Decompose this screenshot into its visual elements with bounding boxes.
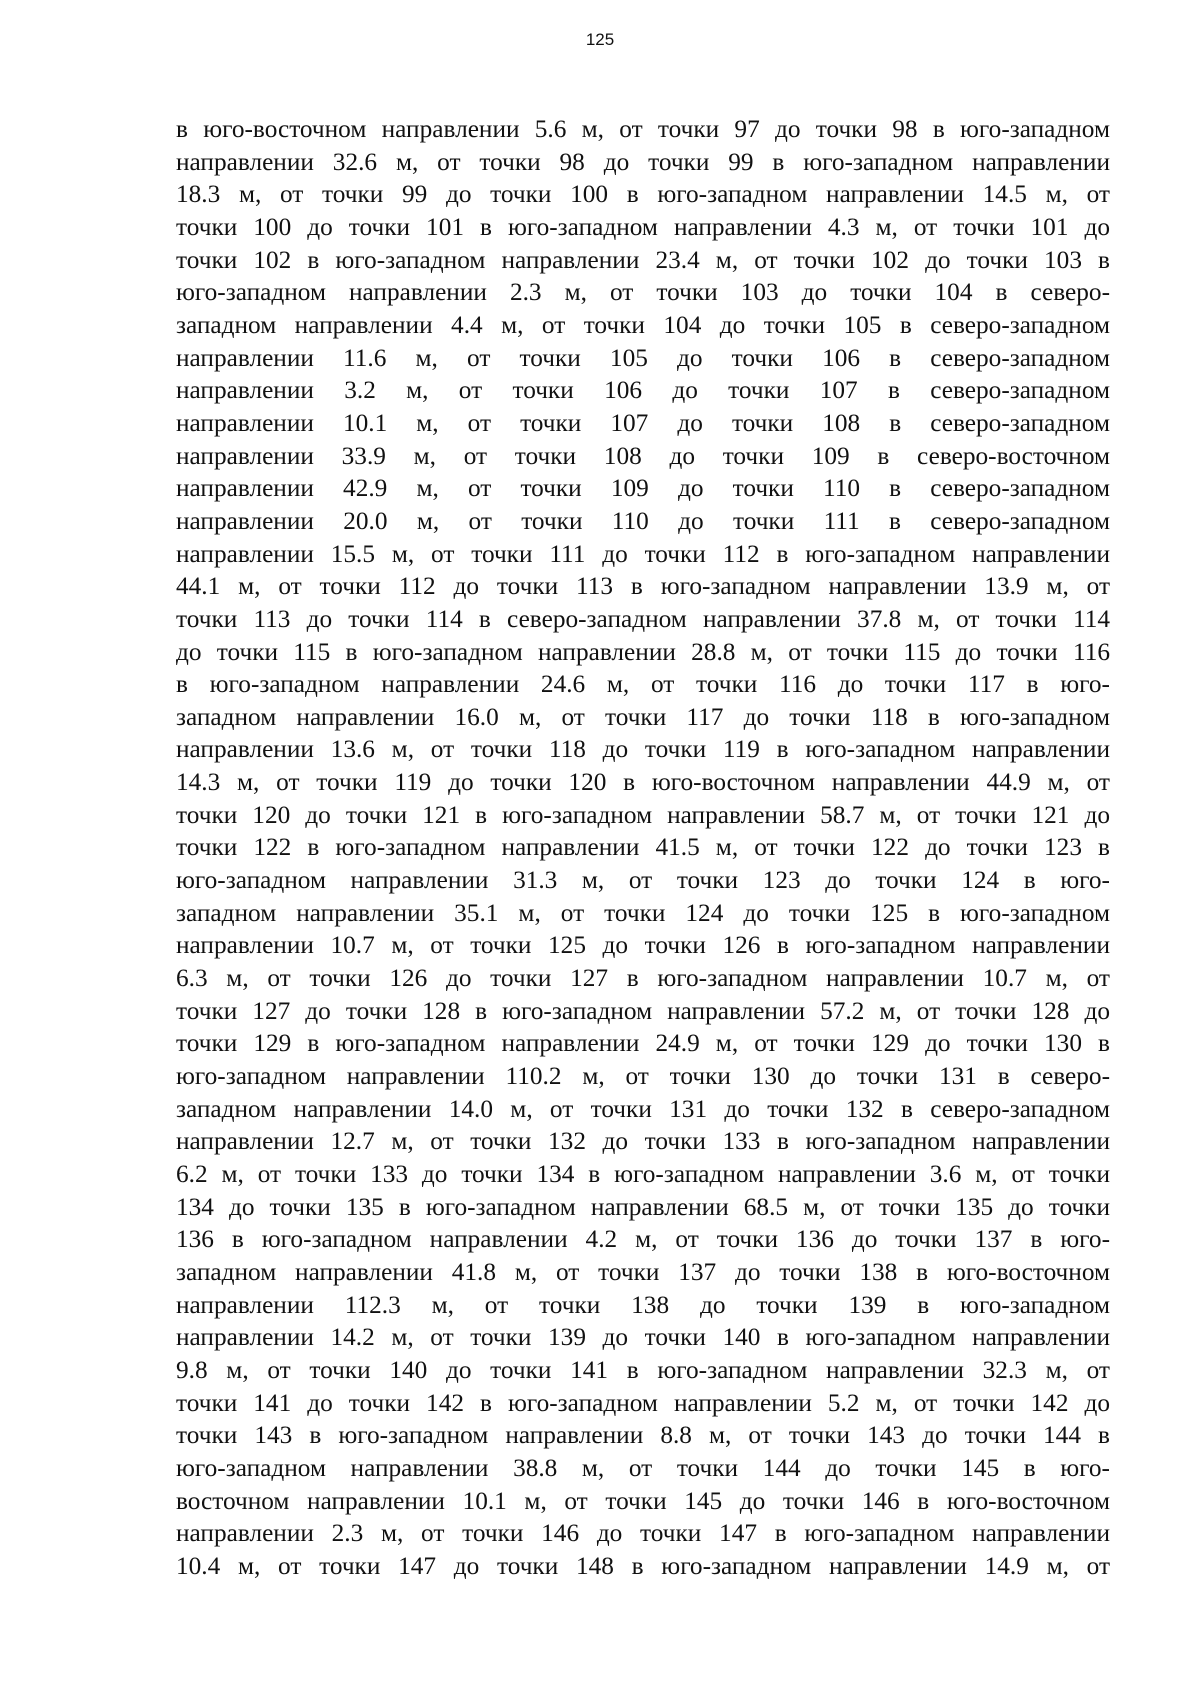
text-line: направлении 2.3 м, от точки 146 до точки 147 в юго-западном направлении — [176, 1519, 1110, 1548]
text-line: 18.3 м, от точки 99 до точки 100 в юго-западном направлении 14.5 м, от — [176, 180, 1110, 209]
text-line: 14.3 м, от точки 119 до точки 120 в юго-восточном направлении 44.9 м, от — [176, 768, 1110, 797]
text-line: в юго-восточном направлении 5.6 м, от точки 97 до точки 98 в юго-западном — [176, 115, 1110, 143]
body-paragraph — [176, 113, 1110, 1583]
text-line: точки 141 до точки 142 в юго-западном направлении 5.2 м, от точки 142 до — [176, 1388, 1110, 1417]
text-line: точки 143 в юго-западном направлении 8.8 м, от точки 143 до точки 144 в — [176, 1421, 1110, 1450]
text-line: направлении 32.6 м, от точки 98 до точки 99 в юго-западном направлении — [176, 147, 1110, 176]
text-line: точки 129 в юго-западном направлении 24.9 м, от точки 129 до точки 130 в — [176, 1029, 1110, 1058]
text-line: точки 102 в юго-западном направлении 23.4 м, от точки 102 до точки 103 в — [176, 245, 1110, 274]
text-line: точки 122 в юго-западном направлении 41.5 м, от точки 122 до точки 123 в — [176, 833, 1110, 862]
text-line: точки 100 до точки 101 в юго-западном направлении 4.3 м, от точки 101 до — [176, 212, 1110, 241]
text-line: 134 до точки 135 в юго-западном направлении 68.5 м, от точки 135 до точки — [176, 1192, 1110, 1221]
text-line: направлении 33.9 м, от точки 108 до точки 109 в северо-восточном — [176, 441, 1110, 470]
text-line: 136 в юго-западном направлении 4.2 м, от точки 136 до точки 137 в юго- — [176, 1225, 1110, 1254]
text-line: западном направлении 16.0 м, от точки 117 до точки 118 в юго-западном — [176, 702, 1110, 731]
text-line: западном направлении 14.0 м, от точки 131 до точки 132 в северо-западном — [176, 1094, 1110, 1123]
text-line: направлении 10.7 м, от точки 125 до точки 126 в юго-западном направлении — [176, 931, 1110, 960]
text-line: направлении 11.6 м, от точки 105 до точки 106 в северо-западном — [176, 343, 1110, 372]
text-line: направлении 10.1 м, от точки 107 до точки 108 в северо-западном — [176, 408, 1110, 437]
text-line: направлении 13.6 м, от точки 118 до точки 119 в юго-западном направлении — [176, 735, 1110, 764]
text-line: направлении 20.0 м, от точки 110 до точки 111 в северо-западном — [176, 506, 1110, 535]
text-line: 44.1 м, от точки 112 до точки 113 в юго-западном направлении 13.9 м, от — [176, 572, 1110, 601]
text-line: западном направлении 41.8 м, от точки 137 до точки 138 в юго-восточном — [176, 1257, 1110, 1286]
text-line: юго-западном направлении 110.2 м, от точки 130 до точки 131 в северо- — [176, 1062, 1110, 1091]
text-line: 9.8 м, от точки 140 до точки 141 в юго-западном направлении 32.3 м, от — [176, 1355, 1110, 1384]
text-line: точки 113 до точки 114 в северо-западном направлении 37.8 м, от точки 114 — [176, 604, 1110, 633]
text-line: восточном направлении 10.1 м, от точки 145 до точки 146 в юго-восточном — [176, 1486, 1110, 1515]
text-line: направлении 112.3 м, от точки 138 до точки 139 в юго-западном — [176, 1290, 1110, 1319]
text-line: юго-западном направлении 38.8 м, от точки 144 до точки 145 в юго- — [176, 1453, 1110, 1482]
text-line: 10.4 м, от точки 147 до точки 148 в юго-западном направлении 14.9 м, от — [176, 1551, 1110, 1580]
page-number: 125 — [585, 30, 615, 49]
text-line: направлении 15.5 м, от точки 111 до точки 112 в юго-западном направлении — [176, 539, 1110, 568]
text-line: юго-западном направлении 2.3 м, от точки 103 до точки 104 в северо- — [176, 278, 1110, 307]
text-line: 6.2 м, от точки 133 до точки 134 в юго-западном направлении 3.6 м, от точки — [176, 1160, 1110, 1188]
text-line: направлении 42.9 м, от точки 109 до точки 110 в северо-западном — [176, 474, 1110, 503]
text-line: западном направлении 35.1 м, от точки 124 до точки 125 в юго-западном — [176, 898, 1110, 927]
text-line: в юго-западном направлении 24.6 м, от точки 116 до точки 117 в юго- — [176, 670, 1110, 699]
text-line: направлении 14.2 м, от точки 139 до точки 140 в юго-западном направлении — [176, 1323, 1110, 1352]
text-line: западном направлении 4.4 м, от точки 104 до точки 105 в северо-западном — [176, 310, 1110, 339]
text-line: точки 127 до точки 128 в юго-западном направлении 57.2 м, от точки 128 до — [176, 996, 1110, 1025]
text-line: юго-западном направлении 31.3 м, от точки 123 до точки 124 в юго- — [176, 866, 1110, 895]
text-line: точки 120 до точки 121 в юго-западном направлении 58.7 м, от точки 121 до — [176, 800, 1110, 829]
text-line: направлении 3.2 м, от точки 106 до точки 107 в северо-западном — [176, 376, 1110, 405]
text-line: до точки 115 в юго-западном направлении 28.8 м, от точки 115 до точки 116 — [176, 637, 1110, 666]
text-line: 6.3 м, от точки 126 до точки 127 в юго-западном направлении 10.7 м, от — [176, 964, 1110, 993]
text-line: направлении 12.7 м, от точки 132 до точки 133 в юго-западном направлении — [176, 1127, 1110, 1156]
